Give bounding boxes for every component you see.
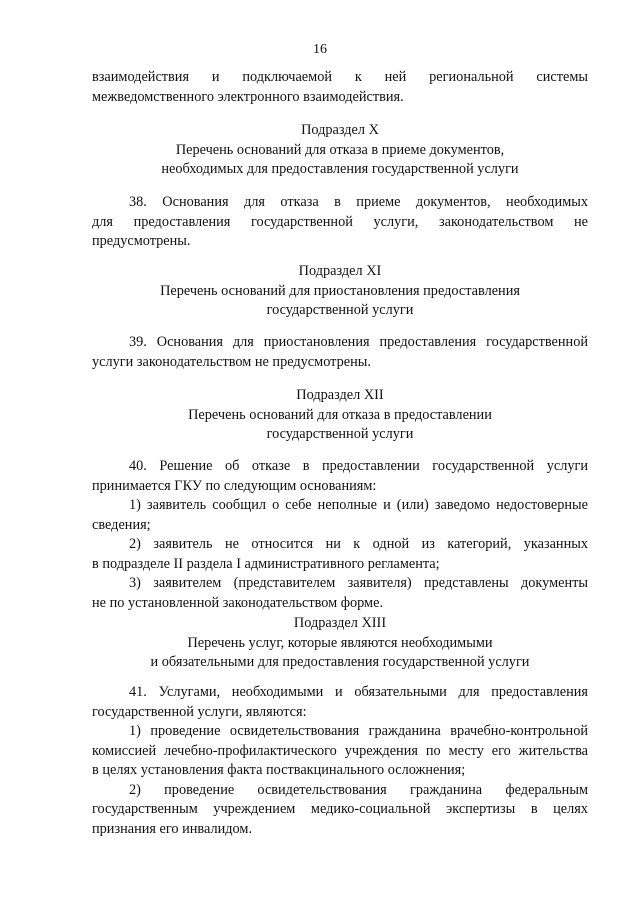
- list-item-line: 1) проведение освидетельствования гражданина врачебно-контрольной: [129, 723, 588, 739]
- section-heading: Подраздел XIII: [293, 615, 387, 631]
- intro-paragraph: [92, 68, 588, 107]
- section-title-line: и обязательными для предоставления государственной услуги: [150, 654, 530, 670]
- paragraph-41: [92, 683, 588, 839]
- text-line: государственной услуги, являются:: [92, 703, 307, 720]
- list-item-line: 3) заявителем (представителем заявителя) представлены документы: [129, 575, 588, 591]
- list-item-line: государственным учреждением медико-социальной экспертизы в целях: [92, 801, 588, 817]
- text-line: 41. Услугами, необходимыми и обязательными для предоставления: [129, 684, 588, 700]
- section-title-line: Перечень оснований для приостановления предоставления: [160, 282, 520, 299]
- section-heading-xi: [92, 262, 588, 321]
- list-item-line: в подразделе II раздела I административного регламента;: [92, 555, 440, 572]
- section-heading-xiii: [92, 614, 588, 673]
- list-item-line: сведения;: [92, 516, 151, 533]
- text-line: 38. Основания для отказа в приеме документов, необходимых: [129, 194, 588, 210]
- text-line: принимается ГКУ по следующим основаниям:: [92, 477, 377, 494]
- section-heading: Подраздел XI: [298, 263, 382, 279]
- text-line: предусмотрены.: [92, 233, 191, 249]
- list-item-line: 2) проведение освидетельствования гражданина федеральным: [129, 781, 588, 798]
- section-title-line: необходимых для предоставления государственной услуги: [161, 161, 519, 177]
- list-item-line: 2) заявитель не относится ни к одной из категорий, указанных: [129, 536, 588, 552]
- page-number: 16: [313, 42, 327, 57]
- section-title-line: Перечень оснований для отказа в предоставлении: [188, 406, 492, 423]
- list-item-line: 1) заявитель сообщил о себе неполные и (или) заведомо недостоверные: [129, 497, 588, 513]
- text-line: 39. Основания для приостановления предоставления государственной: [129, 334, 588, 350]
- text-line: взаимодействия и подключаемой к ней региональной системы: [92, 69, 588, 85]
- paragraph-40: [92, 457, 588, 613]
- text-line: для предоставления государственной услуги, законодательством не: [92, 213, 588, 230]
- text-line: 40. Решение об отказе в предоставлении государственной услуги: [129, 458, 588, 474]
- section-title-line: государственной услуги: [266, 426, 414, 442]
- text-line: межведомственного электронного взаимодействия.: [92, 88, 404, 105]
- section-heading: Подраздел X: [301, 122, 379, 138]
- section-heading-x: [92, 121, 588, 180]
- list-item-line: комиссией лечебно-профилактического учреждения по месту его жительства: [92, 742, 588, 759]
- section-heading: Подраздел XII: [296, 387, 384, 403]
- text-line: услуги законодательством не предусмотрены.: [92, 353, 371, 370]
- list-item-line: в целях установления факта поствакцинального осложнения;: [92, 762, 466, 778]
- section-title-line: Перечень услуг, которые являются необходимыми: [187, 634, 493, 651]
- list-item-line: признания его инвалидом.: [92, 820, 253, 837]
- paragraph-39: [92, 333, 588, 372]
- section-title-line: Перечень оснований для отказа в приеме документов,: [175, 141, 505, 158]
- list-item-line: не по установленной законодательством форме.: [92, 594, 384, 611]
- section-title-line: государственной услуги: [266, 302, 414, 318]
- section-heading-xii: [92, 386, 588, 445]
- paragraph-38: [92, 193, 588, 252]
